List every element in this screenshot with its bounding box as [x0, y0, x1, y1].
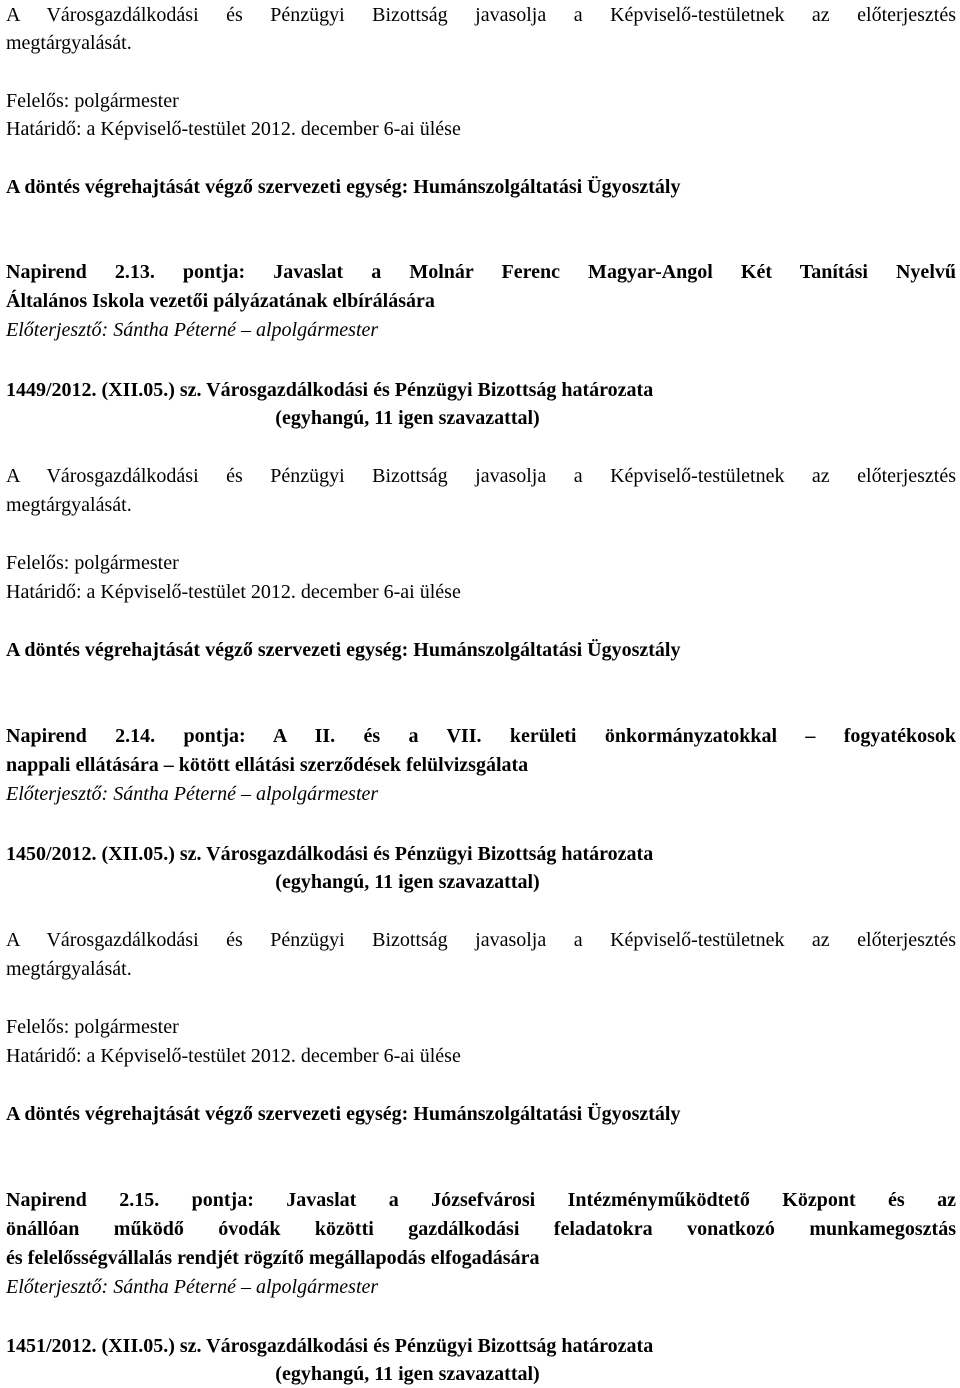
agenda-title: és felelősségvállalás rendjét rögzítő megállapodás elfogadására	[6, 1247, 540, 1269]
vote-line: (egyhangú, 11 igen szavazattal)	[275, 1363, 540, 1385]
recommendation-line: A Városgazdálkodási és Pénzügyi Bizottság javasolja a Képviselő-testületnek az előterjesztés	[6, 465, 956, 487]
executor-line: A döntés végrehajtását végző szervezeti egység: Humánszolgáltatási Ügyosztály	[6, 176, 681, 198]
agenda-title: Általános Iskola vezetői pályázatának elbírálására	[6, 290, 435, 312]
presenter-line: Előterjesztő: Sántha Péterné – alpolgármester	[6, 319, 379, 341]
recommendation-line: megtárgyalását.	[6, 958, 132, 980]
deadline-line: Határidő: a Képviselő-testület 2012. december 6-ai ülése	[6, 118, 461, 140]
recommendation-line: megtárgyalását.	[6, 32, 132, 54]
agenda-title: Napirend 2.13. pontja: Javaslat a Molnár Ferenc Magyar-Angol Két Tanítási Nyelvű	[6, 261, 956, 283]
responsible-line: Felelős: polgármester	[6, 1016, 179, 1038]
vote-line: (egyhangú, 11 igen szavazattal)	[275, 871, 540, 893]
agenda-title: önállóan működő óvodák közötti gazdálkodási feladatokra vonatkozó munkamegosztás	[6, 1218, 956, 1240]
agenda-title: Napirend 2.15. pontja: Javaslat a Józsefvárosi Intézményműködtető Központ és az	[6, 1189, 956, 1211]
resolution-heading: 1451/2012. (XII.05.) sz. Városgazdálkodási és Pénzügyi Bizottság határozata	[6, 1335, 654, 1357]
agenda-title: nappali ellátására – kötött ellátási szerződések felülvizsgálata	[6, 754, 529, 776]
resolution-heading: 1450/2012. (XII.05.) sz. Városgazdálkodási és Pénzügyi Bizottság határozata	[6, 843, 654, 865]
deadline-line: Határidő: a Képviselő-testület 2012. december 6-ai ülése	[6, 1045, 461, 1067]
presenter-line: Előterjesztő: Sántha Péterné – alpolgármester	[6, 1276, 379, 1298]
recommendation-line: A Városgazdálkodási és Pénzügyi Bizottság javasolja a Képviselő-testületnek az előterjesztés	[6, 929, 956, 951]
responsible-line: Felelős: polgármester	[6, 552, 179, 574]
deadline-line: Határidő: a Képviselő-testület 2012. december 6-ai ülése	[6, 581, 461, 603]
recommendation-line: megtárgyalását.	[6, 494, 132, 516]
recommendation-line: A Városgazdálkodási és Pénzügyi Bizottság javasolja a Képviselő-testületnek az előterjesztés	[6, 4, 956, 26]
executor-line: A döntés végrehajtását végző szervezeti egység: Humánszolgáltatási Ügyosztály	[6, 639, 681, 661]
executor-line: A döntés végrehajtását végző szervezeti egység: Humánszolgáltatási Ügyosztály	[6, 1103, 681, 1125]
agenda-title: Napirend 2.14. pontja: A II. és a VII. kerületi önkormányzatokkal – fogyatékosok	[6, 725, 956, 747]
responsible-line: Felelős: polgármester	[6, 90, 179, 112]
presenter-line: Előterjesztő: Sántha Péterné – alpolgármester	[6, 783, 379, 805]
resolution-heading: 1449/2012. (XII.05.) sz. Városgazdálkodási és Pénzügyi Bizottság határozata	[6, 379, 654, 401]
vote-line: (egyhangú, 11 igen szavazattal)	[275, 407, 540, 429]
